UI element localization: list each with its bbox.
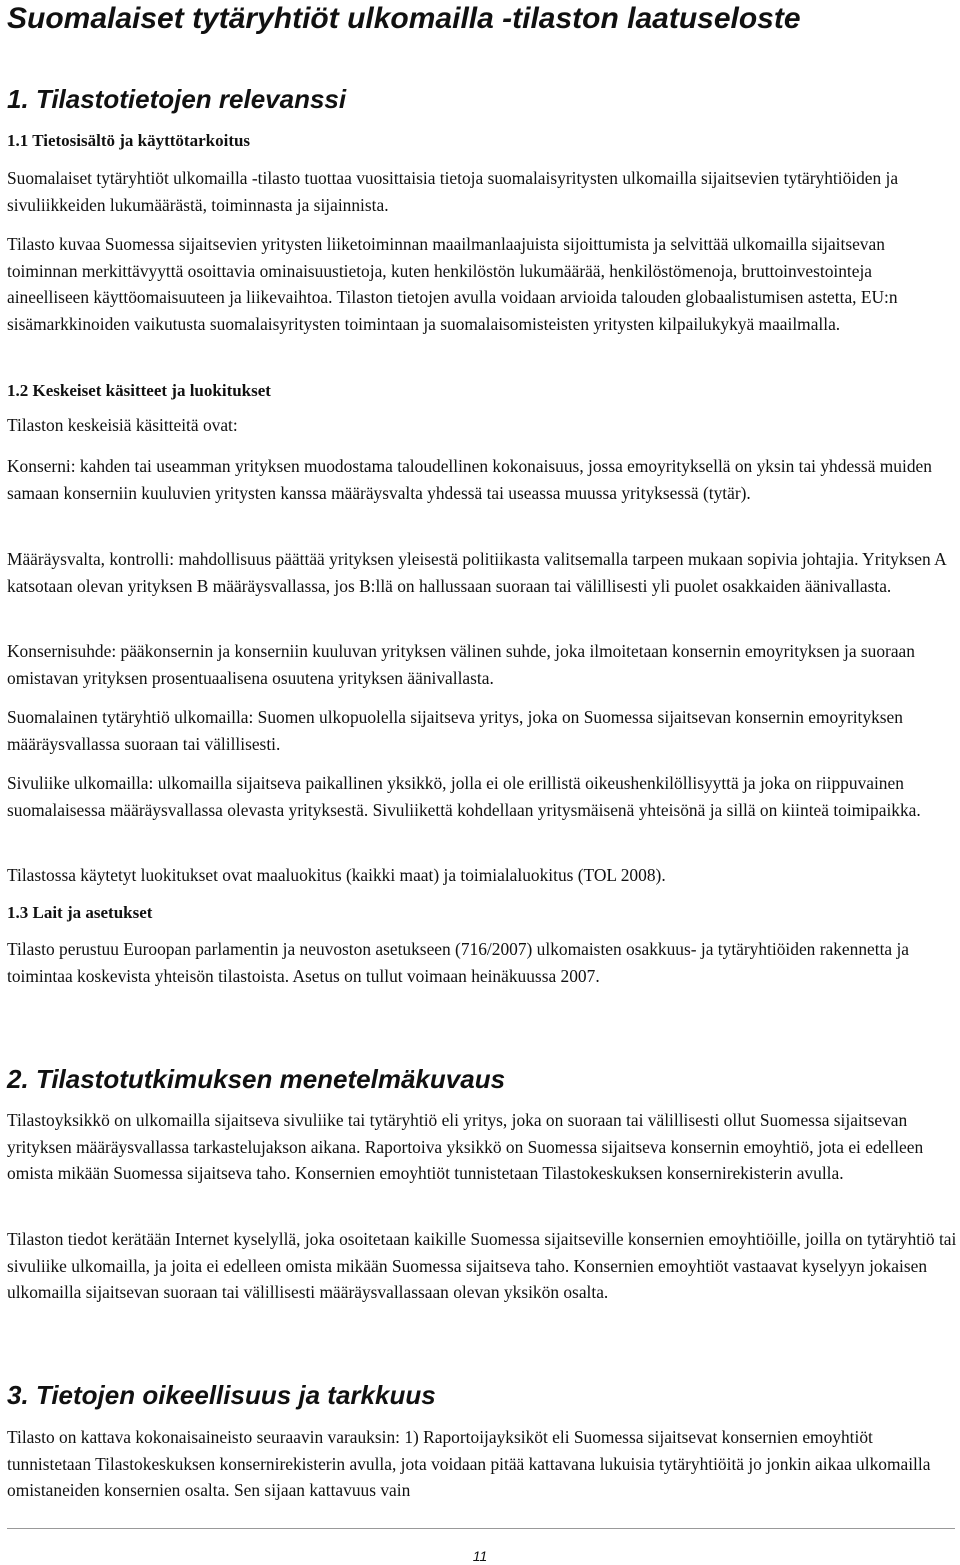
subsection-1-3-paragraph: Tilasto perustuu Euroopan parlamentin ja neuvoston asetukseen (716/2007) ulkomaisten osakkuus- ja tytäryhtiöiden rakennetta ja toimintaa koskevista yhteisön tilastoista. Asetus on tullut voimaan heinäkuussa 2007. — [7, 939, 910, 986]
section-3-heading: 3. Tietojen oikeellisuus ja tarkkuus — [7, 1380, 436, 1410]
definition-tytaryhtio-ulkomailla: Suomalainen tytäryhtiö ulkomailla: Suomen ulkopuolella sijaitseva yritys, joka on Suomessa sijaitsevan konsernin emoyrityksen määräysvallassa suoraan tai välillisesti. — [7, 707, 903, 754]
subsection-1-3-heading: 1.3 Lait ja asetukset — [7, 903, 153, 922]
subsection-1-2-heading: 1.2 Keskeiset käsitteet ja luokitukset — [7, 381, 271, 400]
classifications-paragraph: Tilastossa käytetyt luokitukset ovat maaluokitus (kaikki maat) ja toimialaluokitus (TOL 2008). — [7, 865, 666, 885]
definition-maaraysvalta: Määräysvalta, kontrolli: mahdollisuus päättää yrityksen yleisestä politiikasta valitsemalla tarpeen mukaan sopivia johtajia. Yrityksen A katsotaan olevan yrityksen B määräysvallassa, jos B:llä on hallussaan suoraan tai välillisesti yli puolet osakkaiden äänivallasta. — [7, 549, 946, 596]
page-number: 11 — [472, 1548, 488, 1564]
section-2-heading: 2. Tilastotutkimuksen menetelmäkuvaus — [7, 1064, 506, 1094]
definition-konserni: Konserni: kahden tai useamman yrityksen muodostama taloudellinen kokonaisuus, jossa emoyrityksellä on yksin tai yhdessä muiden samaan konserniin kuuluvien yritysten kanssa määräysvalta yhdessä tai useassa muussa yrityksessä (tytär). — [7, 456, 932, 503]
definition-konsernisuhde: Konsernisuhde: pääkonsernin ja konserniin kuuluvan yrityksen välinen suhde, joka ilmoitetaan konsernin emoyrityksen ja suoraan omistavan yrityksen prosentuaalisena osuutena yrityksen äänivallasta. — [7, 641, 915, 688]
section-2-paragraph-2: Tilaston tiedot kerätään Internet kyselyllä, joka osoitetaan kaikille Suomessa sijaitseville konsernien emoyhtiöille, joilla on tytäryhtiö tai sivuliike ulkomailla, ja joita ei edelleen omista mikään Suomessa sijaitseva taho. Konsernien emoyhtiöt vastaavat kyselyyn jokaisen ulkomailla sijaitsevan suoraan tai välillisesti määräysvallassaan olevan yksikön osalta. — [7, 1229, 957, 1303]
section-3-paragraph-1: Tilasto on kattava kokonaisaineisto seuraavin varauksin: 1) Raportoijayksiköt eli Suomessa sijaitsevat konsernien emoyhtiöt tunnistetaan Tilastokeskuksen konsernirekisterin avulla, jota voidaan pitää kattavana lukuisia tytäryhtiöitä jo jonkin aikaa ulkomailla omistaneiden konsernien osalta. Sen sijaan kattavuus vain — [7, 1427, 931, 1501]
section-1-heading: 1. Tilastotietojen relevanssi — [7, 84, 347, 114]
subsection-1-1-heading: 1.1 Tietosisältö ja käyttötarkoitus — [7, 131, 251, 150]
document-title: Suomalaiset tytäryhtiöt ulkomailla -tilaston laatuseloste — [7, 2, 801, 35]
section-2-paragraph-1: Tilastoyksikkö on ulkomailla sijaitseva sivuliike tai tytäryhtiö eli yritys, joka on suoraan tai välillisesti ollut Suomessa sijaitsevan yrityksen määräysvallassa tarkastelujakson aikana. Raportoiva yksikkö on Suomessa sijaitseva konsernin emoyhtiö, jota ei edelleen omista mikään Suomessa sijaitseva taho. Konsernien emoyhtiöt tunnistetaan Tilastokeskuksen konsernirekisterin avulla. — [7, 1110, 924, 1184]
subsection-1-1-paragraph-2: Tilasto kuvaa Suomessa sijaitsevien yritysten liiketoiminnan maailmanlaajuista sijoittumista ja selvittää ulkomailla sijaitsevan toiminnan merkittävyyttä osoittavia ominaisuustietoja, kuten henkilöstön lukumäärää, henkilöstömenoja, bruttoinvestointeja aineelliseen käyttöomaisuuteen ja liikevaihtoa. Tilaston tietojen avulla voidaan arvioida talouden globaalistumisen astetta, EU:n sisämarkkinoiden vaikutusta suomalaisyritysten toimintaan ja suomalaisomisteisten yritysten kilpailukykyä maailmalla. — [7, 234, 898, 334]
footer-divider — [7, 1528, 955, 1529]
definition-sivuliike-ulkomailla: Sivuliike ulkomailla: ulkomailla sijaitseva paikallinen yksikkö, jolla ei ole erillistä oikeushenkilöllisyyttä ja joka on riippuvainen suomalaisessa määräysvallassa olevasta yrityksestä. Sivuliikettä kohdellaan yritysmäisenä yhteisönä ja sillä on kiinteä toimipaikka. — [7, 773, 921, 820]
subsection-1-1-paragraph-1: Suomalaiset tytäryhtiöt ulkomailla -tilasto tuottaa vuosittaisia tietoja suomalaisyritysten ulkomailla sijaitsevien tytäryhtiöiden ja sivuliikkeiden lukumäärästä, toiminnasta ja sijainnista. — [7, 168, 899, 215]
subsection-1-2-intro: Tilaston keskeisiä käsitteitä ovat: — [7, 415, 238, 435]
